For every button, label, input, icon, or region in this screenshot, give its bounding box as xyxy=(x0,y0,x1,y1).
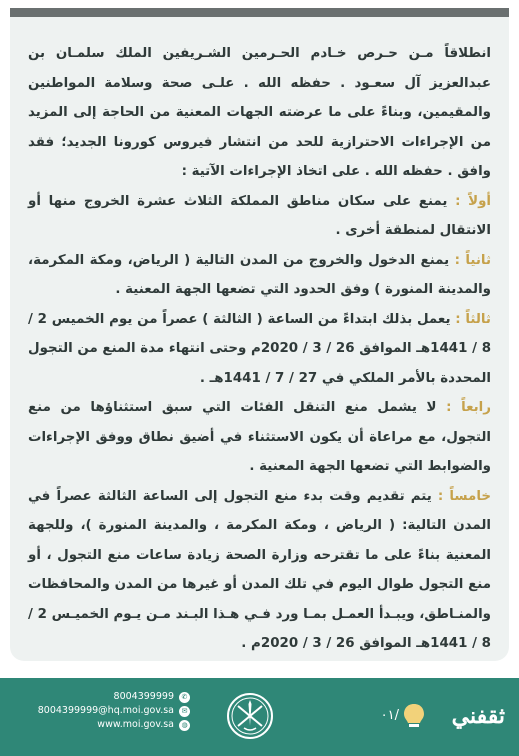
brand-logo xyxy=(355,696,505,736)
item-third-label: ثالثاً : xyxy=(455,311,491,327)
item-fourth-label: رابعاً : xyxy=(446,400,491,415)
intro-text: انطلاقاً مـن حـرص خـادم الحـرمين الشـريفين الملك سلمـان بن عبدالعزيز آل سعـود . حفظه الله . علـى صحة وسلامة المواطنين والمقيمين، وبناءً على ما عرضته الجهات المعنية من الحاجة إلى المزيد من الإجراءات الاحترازية للحد من انتشار فيروس كورونا الجديد؛ فقد وافق . حفظه الله . على اتخاذ الإجراءات الآتية : xyxy=(28,46,491,179)
item-fourth-text: لا يشمل منع التنقل الفئات التي سبق استثناؤها من منع التجول، مع مراعاة أن يكون الاستثناء في أضيق نطاق ووفق الإجراءات والضوابط التي تضعها الجهة المعنية . xyxy=(28,400,491,474)
item-fifth-text: يتم تقديم وقت بدء منع التجول إلى الساعة الثالثة عصراً في المدن التالية: ( الرياض ، ومكة المكرمة ، والمدينة المنورة )، وللجهة المعنية بناءً على ما تقترحه وزارة الصحة زيادة ساعات منع التجول ، أو منع التجول طوال اليوم في تلك المدن أو غيرها من المدن والمحافظات والمنـاطق، ويبـدأ العمـل بمـا ورد فـي هـذا البـند مـن يـوم الخميـس 2 / 8 / 1441هـ الموافق 26 / 3 / 2020م . xyxy=(28,488,491,651)
item-third xyxy=(28,305,491,394)
page-number: /٠١ xyxy=(380,708,399,723)
statement-body xyxy=(10,17,509,659)
website-row[interactable] xyxy=(22,718,190,732)
website-link: www.moi.gov.sa xyxy=(97,719,174,730)
item-first-text: يمنع على سكان مناطق المملكة الثلاث عشرة الخروج منها أو الانتقال لمنطقة أخرى . xyxy=(28,193,491,238)
phone-row[interactable] xyxy=(22,690,190,704)
intro-paragraph xyxy=(28,39,491,187)
card-top-bar xyxy=(10,8,509,17)
contact-block xyxy=(22,690,190,732)
item-third-text: يعمل بذلك ابتداءً من الساعة ( الثالثة ) عصراً من يوم الخميس 2 / 8 / 1441هـ الموافق 26 / 3 / 2020م وحتى انتهاء مدة المنع من التجول المحددة بالأمر الملكي في 27 / 7 / 1441هـ . xyxy=(28,311,492,386)
email-row[interactable] xyxy=(22,704,190,718)
item-second xyxy=(28,246,491,305)
phone-icon: ✆ xyxy=(179,692,190,703)
brand-name: ثقفني xyxy=(451,703,505,729)
item-fifth-label: خامساً : xyxy=(437,488,491,504)
item-first-label: أولاً : xyxy=(455,193,491,209)
item-fifth xyxy=(28,482,491,659)
statement-card xyxy=(10,8,509,661)
footer-bar xyxy=(0,678,519,756)
phone-number: 8004399999 xyxy=(113,691,174,702)
brain-bulb-icon xyxy=(401,702,427,730)
item-fourth xyxy=(28,393,491,482)
email-icon: ✉ xyxy=(179,706,190,717)
email-address: 8004399999@hq.moi.gov.sa xyxy=(37,705,174,716)
item-second-text: يمنع الدخول والخروج من المدن التالية ( الرياض، ومكة المكرمة، والمدينة المنورة ) وفق الحدود التي تضعها الجهة المعنية . xyxy=(28,252,491,297)
item-second-label: ثانياً : xyxy=(454,252,491,268)
saudi-emblem-icon xyxy=(226,692,274,740)
globe-icon: ◍ xyxy=(179,720,190,731)
item-first xyxy=(28,187,491,246)
